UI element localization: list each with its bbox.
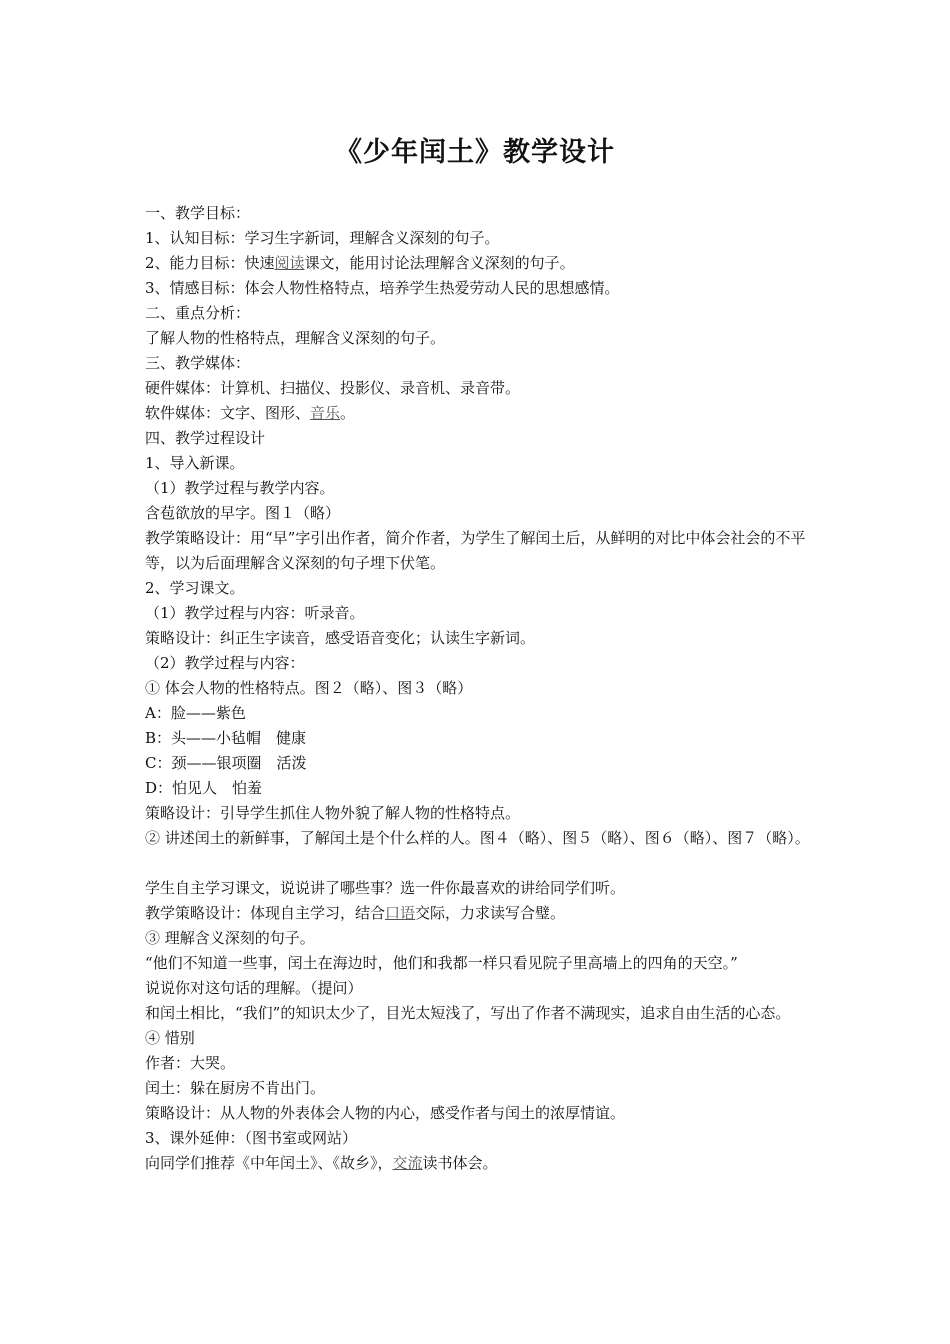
text-line: “他们不知道一些事，闰土在海边时，他们和我都一样只看见院子里高墙上的四角的天空。” bbox=[145, 954, 738, 972]
text-line: B：头——小毡帽 健康 bbox=[145, 729, 307, 747]
document-title: 《少年闰土》教学设计 bbox=[335, 137, 615, 168]
text-segment: 软件媒体：文字、图形、 bbox=[145, 404, 311, 422]
text-line: 四、教学过程设计 bbox=[145, 429, 266, 447]
text-line: （2）教学过程与内容： bbox=[145, 654, 305, 672]
text-segment: 2、能力目标：快速 bbox=[145, 254, 275, 272]
text-line: 三、教学媒体： bbox=[145, 354, 251, 372]
text-line: 作者：大哭。 bbox=[145, 1054, 236, 1072]
text-line: 3、情感目标：体会人物性格特点，培养学生热爱劳动人民的思想感情。 bbox=[145, 279, 620, 297]
document-body bbox=[145, 201, 810, 1176]
text-line: 和闰土相比，“我们”的知识太少了，目光太短浅了，写出了作者不满现实，追求自由生活的心态。 bbox=[145, 1004, 791, 1022]
text-line: 3、课外延伸：（图书室或网站） bbox=[145, 1129, 358, 1147]
hyperlink[interactable]: 口语 bbox=[385, 904, 416, 922]
text-line: ① 体会人物的性格特点。图２（略）、图３（略） bbox=[145, 679, 473, 697]
text-line: 含苞欲放的早字。图１（略） bbox=[145, 504, 341, 522]
text-line: 教学策略设计：用“早”字引出作者，简介作者，为学生了解闰土后，从鲜明的对比中体会社会的不平等，以为后面理解含义深刻的句子埋下伏笔。 bbox=[145, 529, 806, 572]
text-line: ③ 理解含义深刻的句子。 bbox=[145, 929, 315, 947]
text-line: 说说你对这句话的理解。（提问） bbox=[145, 979, 363, 997]
text-line: 策略设计：引导学生抓住人物外貌了解人物的性格特点。 bbox=[145, 804, 521, 822]
text-line bbox=[145, 1151, 810, 1176]
text-line: D：怕见人 怕羞 bbox=[145, 779, 263, 797]
hyperlink[interactable]: 阅读 bbox=[274, 254, 305, 272]
text-line bbox=[145, 251, 810, 276]
text-line bbox=[145, 401, 810, 426]
text-line: ② 讲述闰土的新鲜事，了解闰土是个什么样的人。图４（略）、图５（略）、图６（略）、图７（略）。 bbox=[145, 829, 810, 847]
text-line: 策略设计：纠正生字读音，感受语音变化；认读生字新词。 bbox=[145, 629, 536, 647]
text-line bbox=[145, 901, 810, 926]
text-line: 学生自主学习课文，说说讲了哪些事？选一件你最喜欢的讲给同学们听。 bbox=[145, 879, 626, 897]
text-line: （1）教学过程与内容：听录音。 bbox=[145, 604, 365, 622]
text-line: （1）教学过程与教学内容。 bbox=[145, 479, 335, 497]
text-line: ④ 惜别 bbox=[145, 1029, 195, 1047]
text-line: 二、重点分析： bbox=[145, 304, 251, 322]
blank-line bbox=[145, 851, 810, 876]
text-line: 闰土：躲在厨房不肯出门。 bbox=[145, 1079, 326, 1097]
text-line: 了解人物的性格特点，理解含义深刻的句子。 bbox=[145, 329, 446, 347]
text-segment: 。 bbox=[340, 404, 356, 422]
text-segment: 向同学们推荐《中年闰土》、《故乡》， bbox=[145, 1154, 393, 1172]
hyperlink[interactable]: 交流 bbox=[392, 1154, 423, 1172]
text-segment: 读书体会。 bbox=[422, 1154, 498, 1172]
text-segment: 课文，能用讨论法理解含义深刻的句子。 bbox=[304, 254, 575, 272]
text-line: 1、认知目标：学习生字新词，理解含义深刻的句子。 bbox=[145, 229, 500, 247]
text-line: 策略设计：从人物的外表体会人物的内心，感受作者与闰土的浓厚情谊。 bbox=[145, 1104, 626, 1122]
text-line: C：颈——银项圈 活泼 bbox=[145, 754, 307, 772]
text-line: 一、教学目标： bbox=[145, 204, 251, 222]
text-line: A：脸——紫色 bbox=[145, 704, 246, 722]
text-line: 硬件媒体：计算机、扫描仪、投影仪、录音机、录音带。 bbox=[145, 379, 521, 397]
text-line: 2、学习课文。 bbox=[145, 579, 245, 597]
text-line: 1、导入新课。 bbox=[145, 454, 245, 472]
text-segment: 交际，力求读写合璧。 bbox=[415, 904, 566, 922]
text-segment: 教学策略设计：体现自主学习，结合 bbox=[145, 904, 386, 922]
hyperlink[interactable]: 音乐 bbox=[310, 404, 341, 422]
